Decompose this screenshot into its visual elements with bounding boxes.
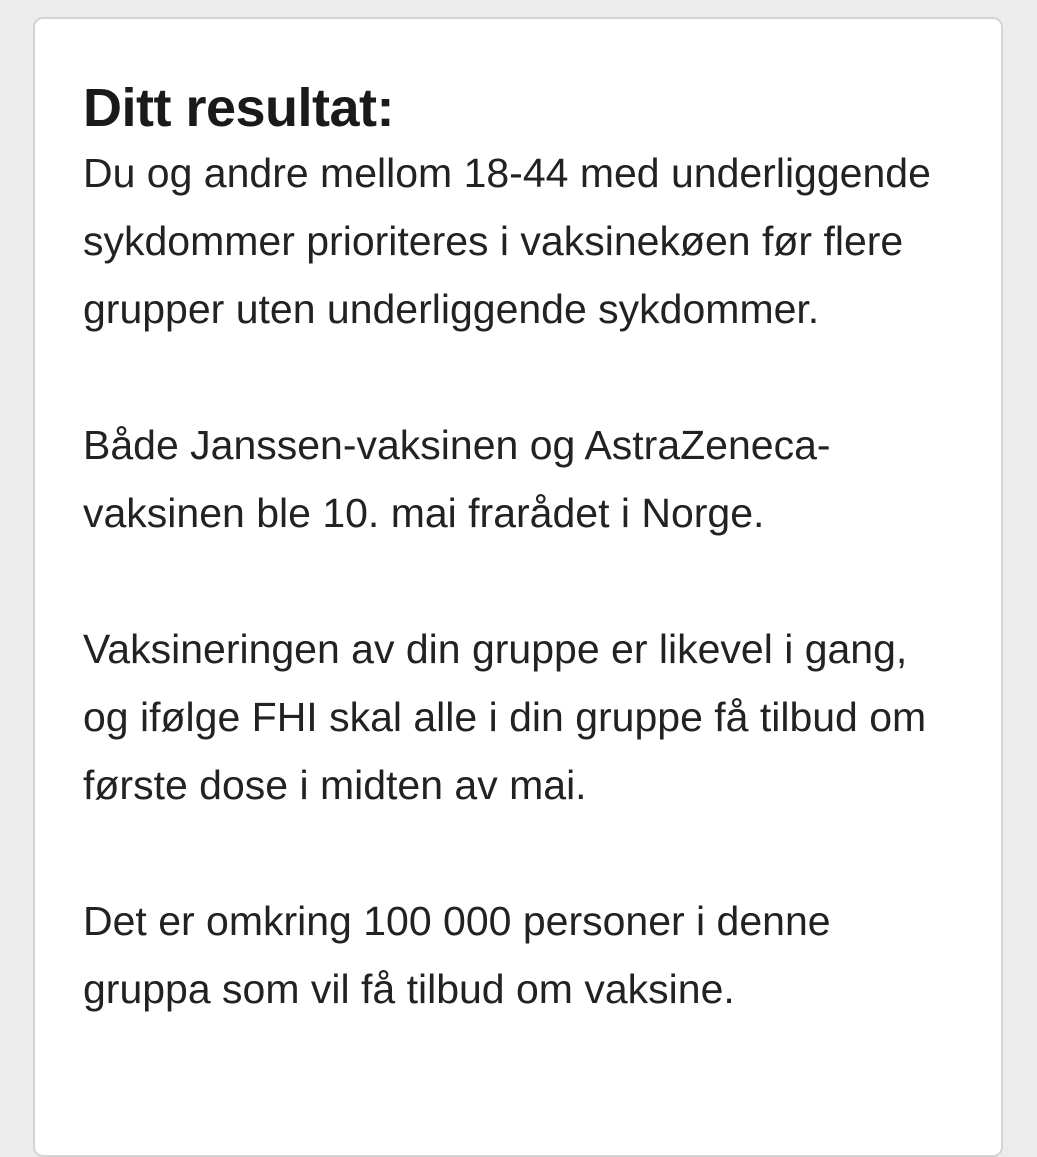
result-paragraph-group-size: Det er omkring 100 000 personer i denne gruppa som vil få tilbud om vaksine.	[83, 898, 831, 1012]
result-paragraph-vaccines-advised-against: Både Janssen-vaksinen og AstraZeneca-vaksinen ble 10. mai frarådet i Norge.	[83, 422, 831, 536]
result-title: Ditt resultat:	[83, 78, 395, 138]
result-paragraph-priority: Du og andre mellom 18-44 med underliggende sykdommer prioriteres i vaksinekøen før flere grupper uten underliggende sykdommer.	[83, 150, 931, 332]
result-card	[33, 17, 1003, 1157]
result-paragraph-vaccination-timeline: Vaksineringen av din gruppe er likevel i gang, og ifølge FHI skal alle i din gruppe få tilbud om første dose i midten av mai.	[83, 626, 927, 808]
